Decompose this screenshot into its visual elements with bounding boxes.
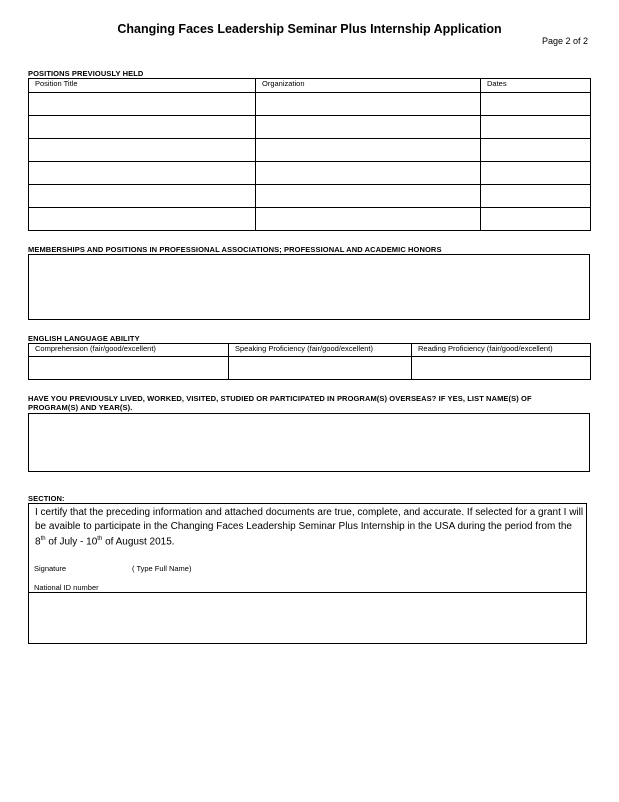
table-row	[29, 357, 591, 380]
position-title-cell[interactable]	[29, 185, 256, 208]
position-title-cell[interactable]	[29, 162, 256, 185]
positions-header-row	[29, 79, 591, 93]
table-row	[29, 139, 591, 162]
table-row	[29, 208, 591, 231]
table-row	[29, 162, 591, 185]
organization-cell[interactable]	[256, 162, 481, 185]
reading-cell[interactable]	[412, 357, 591, 380]
type-full-name-label: ( Type Full Name)	[132, 564, 192, 573]
english-heading: ENGLISH LANGUAGE ABILITY	[28, 334, 140, 343]
dates-cell[interactable]	[481, 185, 591, 208]
position-title-cell[interactable]	[29, 93, 256, 116]
col-organization: Organization	[256, 79, 481, 93]
overseas-field[interactable]	[28, 413, 590, 472]
organization-cell[interactable]	[256, 116, 481, 139]
dates-cell[interactable]	[481, 208, 591, 231]
national-id-field[interactable]	[29, 592, 586, 644]
table-row	[29, 116, 591, 139]
dates-cell[interactable]	[481, 93, 591, 116]
col-reading: Reading Proficiency (fair/good/excellent)	[412, 344, 591, 357]
organization-cell[interactable]	[256, 185, 481, 208]
organization-cell[interactable]	[256, 139, 481, 162]
table-row	[29, 185, 591, 208]
positions-table	[28, 78, 591, 231]
form-title: Changing Faces Leadership Seminar Plus Internship Application	[117, 22, 502, 36]
signature-label: Signature	[34, 564, 67, 573]
certification-text: I certify that the preceding information and attached documents are true, complete, and accurate. If selected for a grant I will be avaible to participate in the Changing Faces Leadership Seminar Plus Internship in the USA during the period from the 8th of July - 10th of August 2015.	[35, 507, 584, 548]
dates-cell[interactable]	[481, 162, 591, 185]
organization-cell[interactable]	[256, 93, 481, 116]
dates-cell[interactable]	[481, 116, 591, 139]
national-id-label: National ID number	[34, 583, 99, 592]
english-table	[28, 343, 591, 380]
comprehension-cell[interactable]	[29, 357, 229, 380]
section-heading: SECTION:	[28, 494, 65, 503]
col-comprehension: Comprehension (fair/good/excellent)	[29, 344, 229, 357]
table-row	[29, 93, 591, 116]
memberships-field[interactable]	[28, 254, 590, 320]
overseas-heading-line2: PROGRAM(S) AND YEAR(S).	[28, 403, 133, 412]
organization-cell[interactable]	[256, 208, 481, 231]
speaking-cell[interactable]	[229, 357, 412, 380]
col-dates: Dates	[481, 79, 591, 93]
position-title-cell[interactable]	[29, 208, 256, 231]
page-number: Page 2 of 2	[542, 36, 589, 46]
certification-box	[28, 503, 587, 644]
position-title-cell[interactable]	[29, 116, 256, 139]
positions-heading: POSITIONS PREVIOUSLY HELD	[28, 69, 144, 78]
dates-cell[interactable]	[481, 139, 591, 162]
position-title-cell[interactable]	[29, 139, 256, 162]
col-speaking: Speaking Proficiency (fair/good/excellent)	[229, 344, 412, 357]
memberships-heading: MEMBERSHIPS AND POSITIONS IN PROFESSIONAL ASSOCIATIONS; PROFESSIONAL AND ACADEMIC HONORS	[28, 245, 442, 254]
overseas-heading: HAVE YOU PREVIOUSLY LIVED, WORKED, VISITED, STUDIED OR PARTICIPATED IN PROGRAM(S) OVERSEAS? IF YES, LIST NAME(S) OF	[28, 394, 532, 403]
english-header-row	[29, 344, 591, 357]
col-position-title: Position Title	[29, 79, 256, 93]
